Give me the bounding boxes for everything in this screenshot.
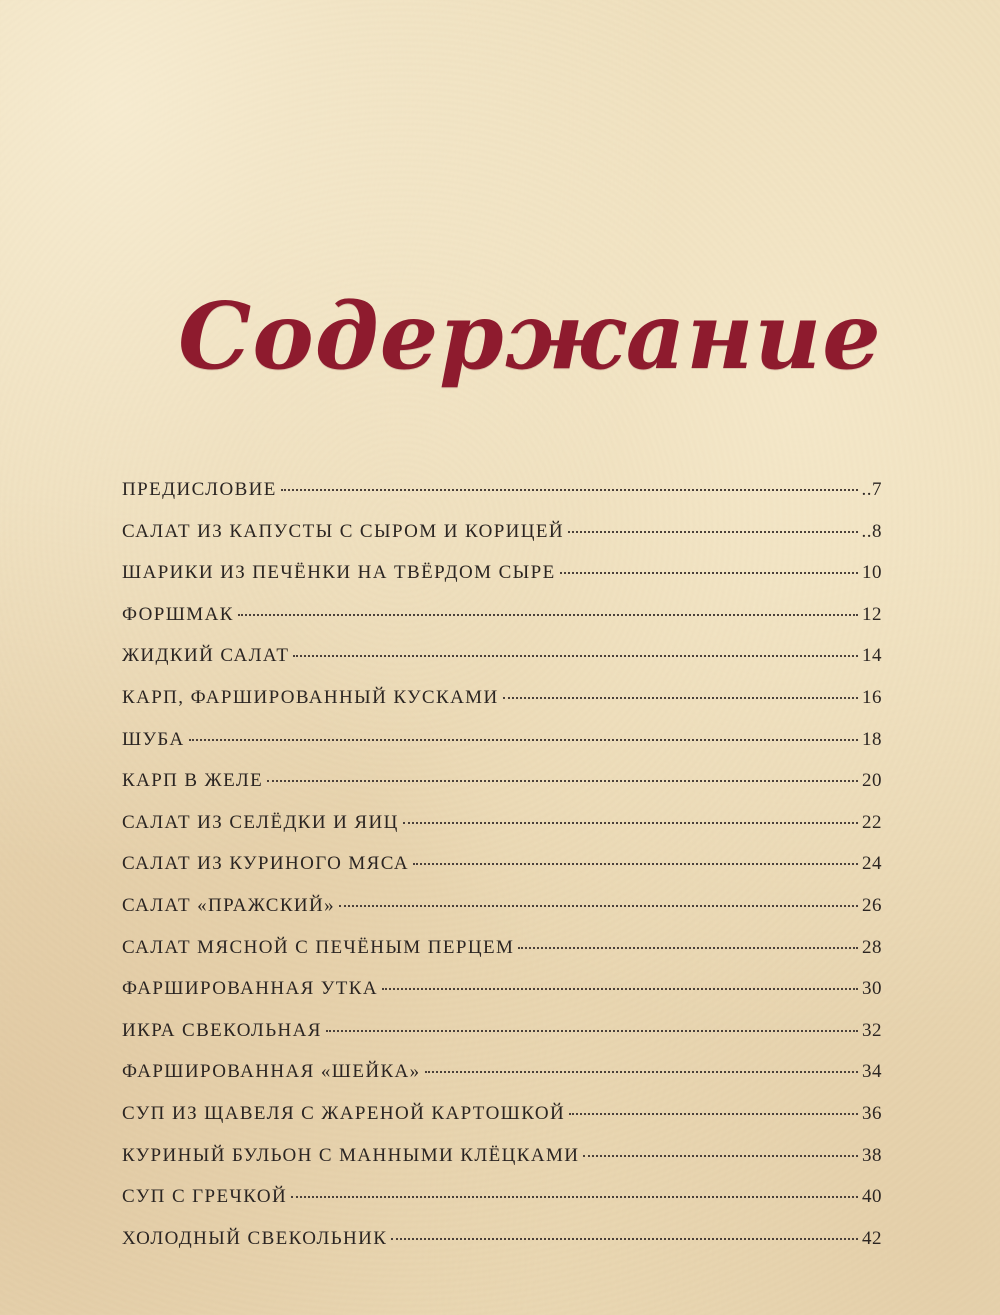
toc-entry[interactable]: [122, 1228, 882, 1270]
dot-leader: [403, 822, 858, 824]
toc-entry-page: 16: [862, 686, 882, 708]
toc-entry-label: КАРП В ЖЕЛЕ: [122, 770, 264, 792]
dot-leader: [291, 1196, 858, 1198]
toc-entry-page: 30: [862, 978, 882, 1000]
table-of-contents: [122, 479, 882, 1269]
toc-entry[interactable]: [122, 562, 882, 604]
toc-entry-page: 38: [862, 1144, 882, 1166]
toc-entry-label: СУП ИЗ ЩАВЕЛЯ С ЖАРЕНОЙ КАРТОШКОЙ: [122, 1102, 566, 1124]
toc-entry[interactable]: [122, 1186, 882, 1228]
toc-entry[interactable]: [122, 853, 882, 895]
toc-entry-label: ФАРШИРОВАННАЯ УТКА: [122, 978, 378, 1000]
dot-leader: [326, 1030, 858, 1032]
toc-entry[interactable]: [122, 812, 882, 854]
dot-leader: [391, 1238, 858, 1240]
toc-entry-label: САЛАТ ИЗ КАПУСТЫ С СЫРОМ И КОРИЦЕЙ: [122, 520, 565, 542]
toc-entry[interactable]: [122, 687, 882, 729]
toc-entry[interactable]: [122, 1145, 882, 1187]
toc-entry-page: 40: [862, 1186, 882, 1208]
toc-entry-page: 32: [862, 1019, 882, 1041]
toc-entry-label: САЛАТ ИЗ СЕЛЁДКИ И ЯИЦ: [122, 811, 399, 833]
toc-entry-page: 20: [862, 770, 882, 792]
toc-entry-label: САЛАТ «ПРАЖСКИЙ»: [122, 894, 336, 916]
toc-entry-page: 42: [862, 1227, 882, 1249]
toc-entry[interactable]: [122, 604, 882, 646]
toc-entry-page: 26: [862, 894, 882, 916]
toc-entry[interactable]: [122, 895, 882, 937]
toc-entry-label: ФОРШМАК: [122, 603, 234, 625]
toc-entry-page: 14: [862, 645, 882, 667]
toc-entry[interactable]: [122, 1061, 882, 1103]
toc-entry[interactable]: [122, 770, 882, 812]
toc-entry-label: ИКРА СВЕКОЛЬНАЯ: [122, 1019, 322, 1041]
toc-entry-page: 24: [862, 853, 882, 875]
toc-entry-page: 10: [862, 562, 882, 584]
dot-leader: [382, 988, 858, 990]
toc-entry[interactable]: [122, 521, 882, 563]
toc-entry-page: ..7: [861, 479, 882, 500]
toc-entry[interactable]: [122, 1020, 882, 1062]
toc-entry[interactable]: [122, 937, 882, 979]
dot-leader: [267, 780, 858, 782]
dot-leader: [413, 863, 858, 865]
dot-leader: [503, 697, 858, 699]
dot-leader: [293, 655, 858, 657]
dot-leader: [569, 1113, 858, 1115]
dot-leader: [568, 531, 857, 533]
toc-entry-page: 22: [862, 811, 882, 833]
toc-entry-label: ШУБА: [122, 728, 185, 750]
toc-entry-page: ..8: [861, 520, 882, 542]
dot-leader: [238, 614, 858, 616]
toc-entry-label: КАРП, ФАРШИРОВАННЫЙ КУСКАМИ: [122, 686, 499, 708]
toc-entry-label: ХОЛОДНЫЙ СВЕКОЛЬНИК: [122, 1227, 388, 1249]
toc-entry-page: 18: [862, 728, 882, 750]
page-title: Содержание: [178, 281, 882, 390]
toc-entry-page: 28: [862, 936, 882, 958]
toc-entry[interactable]: [122, 479, 882, 521]
toc-entry-label: САЛАТ МЯСНОЙ С ПЕЧЁНЫМ ПЕРЦЕМ: [122, 936, 515, 958]
toc-entry[interactable]: [122, 1103, 882, 1145]
dot-leader: [281, 489, 858, 491]
toc-entry-page: 34: [862, 1061, 882, 1083]
toc-entry-label: КУРИНЫЙ БУЛЬОН С МАННЫМИ КЛЁЦКАМИ: [122, 1144, 580, 1166]
toc-entry-label: ЖИДКИЙ САЛАТ: [122, 645, 290, 667]
toc-entry-page: 12: [862, 603, 882, 625]
toc-entry-page: 36: [862, 1102, 882, 1124]
toc-entry-label: ПРЕДИСЛОВИЕ: [122, 479, 277, 500]
dot-leader: [339, 905, 858, 907]
dot-leader: [425, 1071, 858, 1073]
toc-entry-label: СУП С ГРЕЧКОЙ: [122, 1186, 288, 1208]
dot-leader: [189, 739, 858, 741]
dot-leader: [583, 1155, 858, 1157]
dot-leader: [518, 947, 858, 949]
toc-entry[interactable]: [122, 978, 882, 1020]
toc-entry-label: САЛАТ ИЗ КУРИНОГО МЯСА: [122, 853, 410, 875]
toc-entry-label: ШАРИКИ ИЗ ПЕЧЁНКИ НА ТВЁРДОМ СЫРЕ: [122, 562, 556, 584]
toc-entry[interactable]: [122, 729, 882, 771]
toc-entry[interactable]: [122, 645, 882, 687]
dot-leader: [560, 572, 858, 574]
toc-entry-label: ФАРШИРОВАННАЯ «ШЕЙКА»: [122, 1061, 421, 1083]
